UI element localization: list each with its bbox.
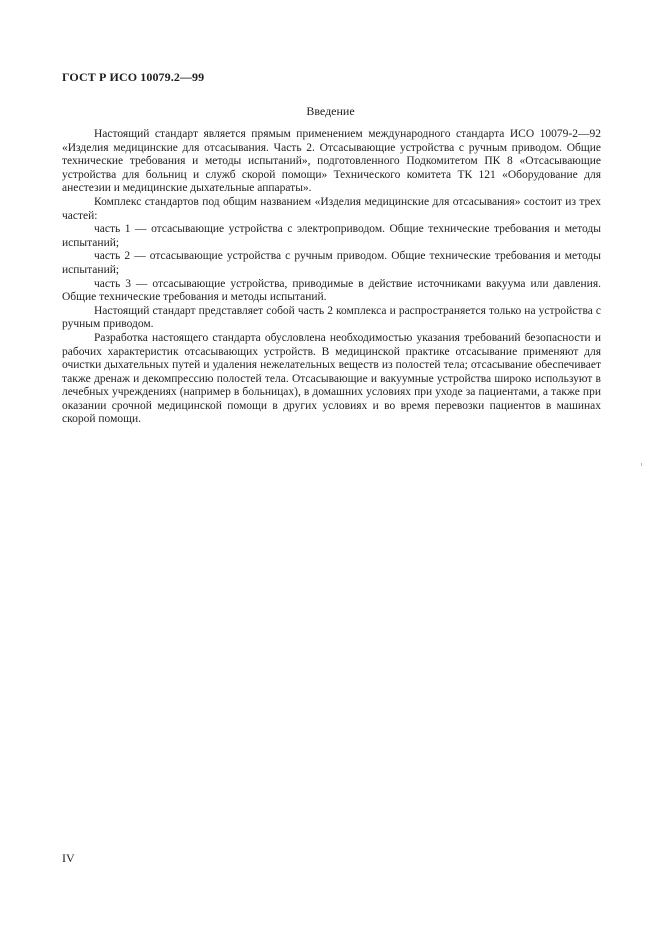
page-number: IV	[62, 851, 75, 865]
paragraph-intro: Настоящий стандарт является прямым применением международного стандарта ИСО 10079-2—92 «Изделия медицинские для отсасывания. Часть 2. Отсасывающие устройства с ручным приводом. Общие технические требования и методы испытаний», подготовленного Подкомитетом ПК 8 «Отсасывающие устройства для больниц и служб скорой помощи» Технического комитета ТК 121 «Оборудование для анестезии и медицинские дыхательные аппараты».	[62, 128, 601, 195]
paragraph-part-2: часть 2 — отсасывающие устройства с ручным приводом. Общие технические требования и методы испытаний;	[62, 250, 601, 276]
section-title: Введение	[306, 104, 355, 118]
document-body	[62, 128, 601, 427]
paragraph-rationale: Разработка настоящего стандарта обусловлена необходимостью указания требований безопасности и рабочих характеристик отсасывающих устройств. В медицинской практике отсасывание применяют для очистки дыхательных путей и удаления нежелательных веществ из полостей тела; отсасывание обеспечивает также дренаж и декомпрессию полостей тела. Отсасывающие и вакуумные устройства широко используют в лечебных учреждениях (например в больницах), в домашних условиях при уходе за пациентами, а также при оказании срочной медицинской помощи в других условиях и во время перевозки пациентов в машинах скорой помощи.	[62, 331, 601, 426]
paragraph-part-1: часть 1 — отсасывающие устройства с электроприводом. Общие технические требования и методы испытаний;	[62, 223, 601, 249]
document-code: ГОСТ Р ИСО 10079.2—99	[62, 70, 205, 84]
paragraph-scope: Настоящий стандарт представляет собой часть 2 комплекса и распространяется только на устройства с ручным приводом.	[62, 304, 601, 331]
paragraph-part-3: часть 3 — отсасывающие устройства, приводимые в действие источниками вакуума или давления. Общие технические требования и методы испытаний.	[62, 277, 601, 304]
scan-speck	[641, 463, 642, 466]
paragraph-complex: Комплекс стандартов под общим названием «Изделия медицинские для отсасывания» состоит из трех частей:	[62, 195, 601, 222]
